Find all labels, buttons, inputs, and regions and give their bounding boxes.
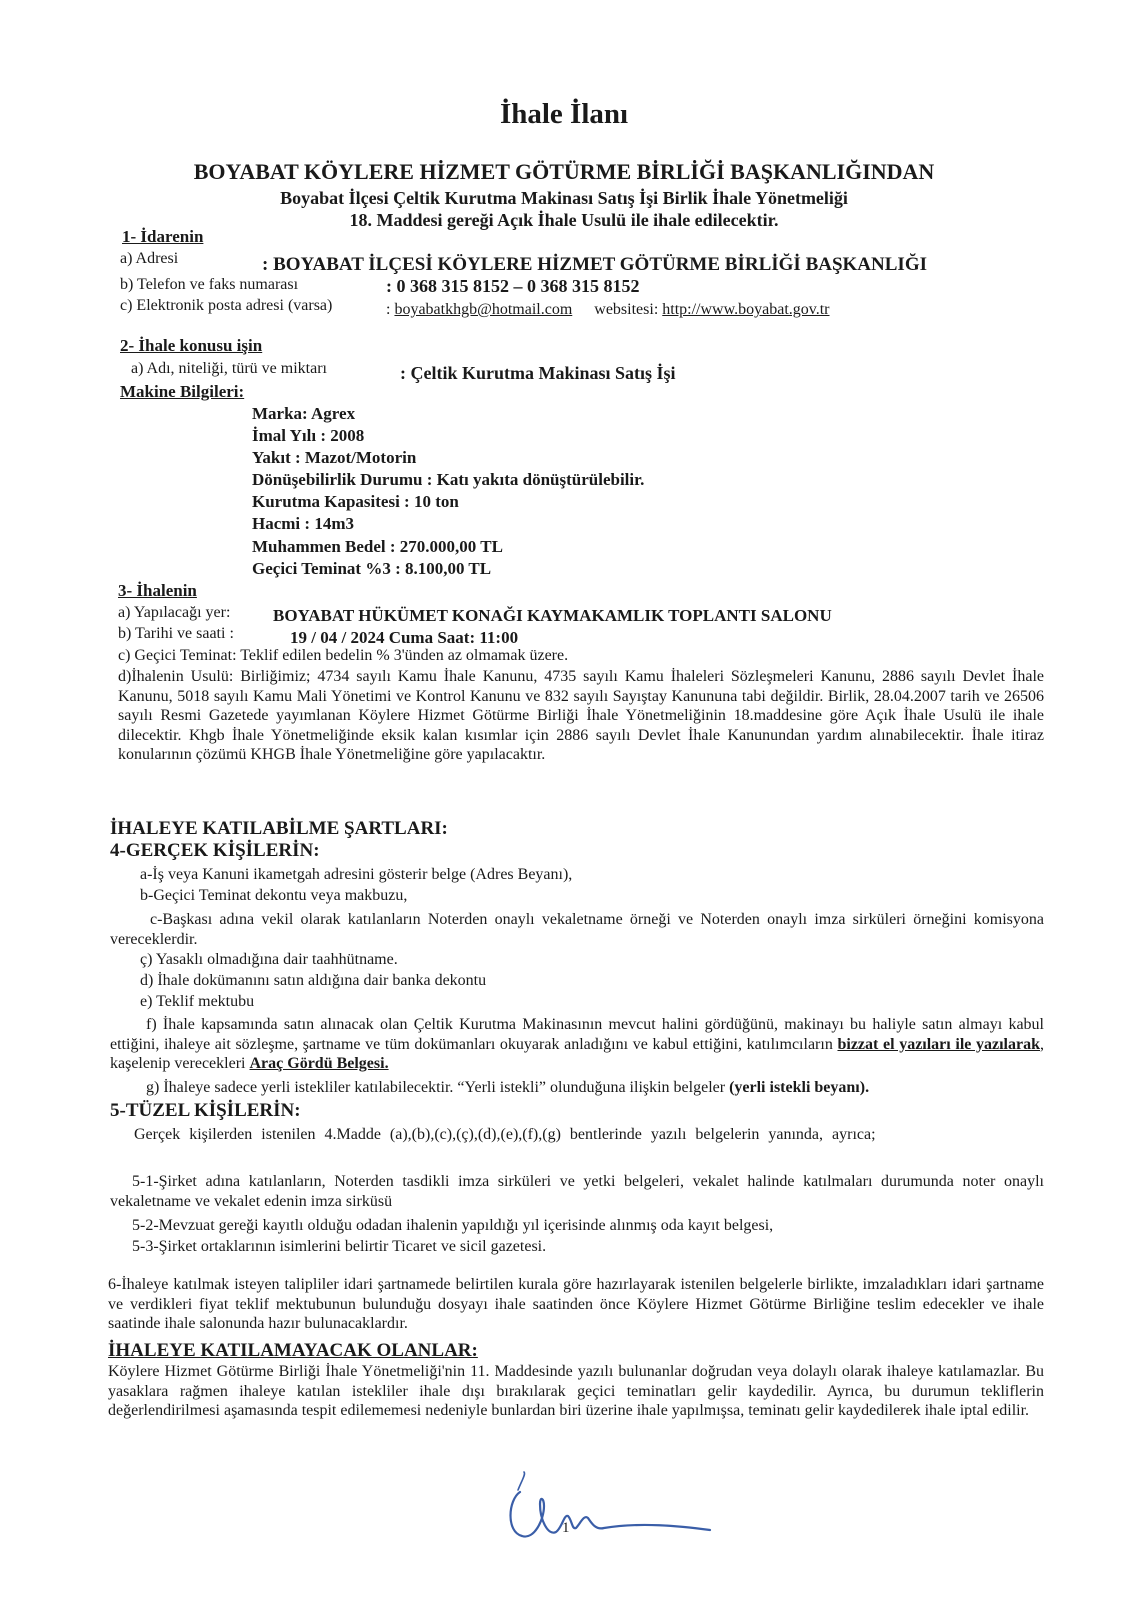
method-line: 18. Maddesi gereği Açık İhale Usulü ile ihale edilecektir. — [349, 210, 779, 230]
address-label: a) Adresi — [120, 250, 179, 267]
condition-4g-text: g) İhaleye sadece yerli istekliler katılabilecektir. “Yerli istekli” olunduğuna ilişkin belgeler — [146, 1079, 726, 1096]
machine-convertibility: Dönüşebilirlik Durumu : Katı yakıta dönüştürülebilir. — [252, 470, 645, 489]
condition-5-3: 5-3-Şirket ortaklarının isimlerini belirtir Ticaret ve sicil gazetesi. — [132, 1238, 547, 1255]
email-prefix: : — [386, 301, 391, 318]
page-number: 1 — [562, 1520, 570, 1536]
section-3-heading: 3- İhalenin — [118, 581, 197, 600]
machine-capacity: Kurutma Kapasitesi : 10 ton — [252, 492, 459, 511]
subject-line: Boyabat İlçesi Çeltik Kurutma Makinası Satış İşi Birlik İhale Yönetmeliği — [280, 188, 848, 208]
condition-5-intro: Gerçek kişilerden istenilen 4.Madde (a),(b),(c),(ç),(d),(e),(f),(g) bentlerinde yazılı belgelerin yanında, ayrıca; — [134, 1126, 876, 1143]
condition-4c: c-Başkası adına vekil olarak katılanların Noterden onaylı vekaletname örneği ve Noterden onaylı imza sirküleri örneğini komisyona vereceklerdir. — [110, 911, 1044, 948]
machine-brand: Marka: Agrex — [252, 404, 356, 423]
email-link[interactable]: boyabatkhgb@hotmail.com — [394, 301, 573, 318]
phone-label: b) Telefon ve faks numarası — [120, 276, 299, 293]
section-6-paragraph: 6-İhaleye katılmak isteyen talipliler idari şartnamede belirtilen kurala göre hazırlayarak istenilen belgelerle birlikte, imzaladıkları idari şartname ve verdikleri fiyat teklif mektubunun bulunduğu dosyayı ihale saatinden önce Köylere Hizmet Götürme Birliğine teslim edecekler ve ihale saatinde ihale salonunda hazır bulunacaklardır. — [108, 1276, 1044, 1332]
email-line — [386, 301, 830, 319]
subject-label: a) Adı, niteliği, türü ve miktarı — [131, 360, 327, 377]
machine-deposit: Geçici Teminat %3 : 8.100,00 TL — [252, 559, 492, 578]
condition-4a: a-İş veya Kanuni ikametgah adresini gösterir belge (Adres Beyanı), — [140, 866, 573, 883]
deposit-terms: c) Geçici Teminat: Teklif edilen bedelin % 3'ünden az olmamak üzere. — [118, 647, 569, 664]
issuer-heading: BOYABAT KÖYLERE HİZMET GÖTÜRME BİRLİĞİ BAŞKANLIĞINDAN — [193, 159, 935, 184]
website-link[interactable]: http://www.boyabat.gov.tr — [662, 301, 830, 318]
phone-value: : 0 368 315 8152 – 0 368 315 8152 — [386, 276, 640, 296]
excluded-heading: İHALEYE KATILAMAYACAK OLANLAR: — [108, 1340, 478, 1361]
condition-4f-text: f) İhale kapsamında satın alınacak olan Çeltik Kurutma Makinasının mevcut halini gördüğünü, makinayı bu haliyle satın almayı kabul ettiğini, ihaleye ait sözleşme, şartname ve tüm dokümanları okuyarak anladığını ve kabul ettiğini, katılımcıların — [110, 1016, 1044, 1053]
condition-4g — [146, 1079, 869, 1097]
condition-4e: e) Teklif mektubu — [140, 993, 255, 1010]
excluded-paragraph: Köylere Hizmet Götürme Birliği İhale Yönetmeliği'nin 11. Maddesinde yazılı bulunanlar doğrudan veya dolaylı olarak ihaleye katılamazlar. Bu yasaklara rağmen ihaleye katılan istekliler ihale dışı bırakılarak geçici teminatları gelir kaydedilir. Ayrıca, bu durumun tekliflerin değerlendirilmesi aşamasında tespit edilememesi nedeniyle bunlardan biri üzerine ihale yapılmışsa, teminatı gelir kaydedilerek ihale iptal edilir. — [108, 1363, 1044, 1419]
tender-method-paragraph: d)İhalenin Usulü: Birliğimiz; 4734 sayılı Kamu İhale Kanunu, 4735 sayılı Kamu İhaleleri Sözleşmeleri Kanunu, 2886 sayılı Devlet İhale Kanunu, 5018 sayılı Kamu Mali Yönetimi ve Kontrol Kanunu ve 832 sayılı Sayıştay Kanununa tabi değildir. Birlik, 28.04.2007 tarih ve 26506 sayılı Resmi Gazetede yayımlanan Köylere Hizmet Götürme Birliği İhale Yönetmeliğinin 18.maddesine göre Açık İhale Usulü ile ihale dilecektir. Khgb İhale Yönetmeliğinde eksik kalan kısımlar için 2886 sayılı Devlet İhale Kanunundan yardım alınabilecektir. İhale itiraz konularının çözümü KHGB İhale Yönetmeliğine göre yapılacaktır. — [118, 668, 1044, 763]
machine-estimated-price: Muhammen Bedel : 270.000,00 TL — [252, 537, 503, 556]
date-label: b) Tarihi ve saati : — [118, 625, 234, 642]
place-value: BOYABAT HÜKÜMET KONAĞI KAYMAKAMLIK TOPLANTI SALONU — [273, 606, 832, 625]
condition-4f-mid: , kaşelenip verecekleri — [110, 1035, 1045, 1072]
section-1-heading: 1- İdarenin — [122, 227, 204, 246]
place-label: a) Yapılacağı yer: — [118, 604, 231, 621]
condition-5-2: 5-2-Mevzuat gereği kayıtlı olduğu odadan ihalenin yapıldığı yıl içerisinde alınmış oda kayıt belgesi, — [132, 1217, 774, 1234]
condition-4b: b-Geçici Teminat dekontu veya makbuzu, — [140, 887, 408, 904]
condition-4f — [110, 1015, 1044, 1074]
section-5-heading: 5-TÜZEL KİŞİLERİN: — [110, 1100, 301, 1121]
address-value: : BOYABAT İLÇESİ KÖYLERE HİZMET GÖTÜRME BİRLİĞİ BAŞKANLIĞI — [262, 254, 927, 275]
email-label: c) Elektronik posta adresi (varsa) — [120, 297, 333, 314]
machine-year: İmal Yılı : 2008 — [252, 426, 365, 445]
machine-volume: Hacmi : 14m3 — [252, 514, 354, 533]
subject-value: : Çeltik Kurutma Makinası Satış İşi — [400, 363, 676, 383]
condition-5-1: 5-1-Şirket adına katılanların, Noterden tasdikli imza sirküleri ve yetki belgeleri, vekalet halinde katılmaları durumunda noter onaylı vekaletname ve vekalet edenin imza sirküsü — [110, 1173, 1044, 1210]
condition-4cc: ç) Yasaklı olmadığına dair taahhütname. — [140, 951, 398, 968]
date-value: 19 / 04 / 2024 Cuma Saat: 11:00 — [290, 628, 519, 647]
machine-info-heading: Makine Bilgileri: — [120, 382, 245, 401]
condition-4d: d) İhale dokümanını satın aldığına dair banka dekontu — [140, 972, 487, 989]
condition-4f-handwritten: bizzat el yazıları ile yazılarak — [837, 1035, 1041, 1053]
section-4-heading: 4-GERÇEK KİŞİLERİN: — [110, 840, 320, 861]
conditions-heading: İHALEYE KATILABİLME ŞARTLARI: — [110, 818, 448, 839]
website-label: websitesi: — [594, 301, 659, 318]
condition-4f-document: Araç Gördü Belgesi. — [249, 1055, 389, 1072]
condition-4g-bold: (yerli istekli beyanı). — [729, 1079, 870, 1096]
page-title: İhale İlanı — [499, 98, 629, 130]
machine-fuel: Yakıt : Mazot/Motorin — [252, 448, 417, 467]
handwritten-signature — [500, 1470, 730, 1550]
section-2-heading: 2- İhale konusu işin — [120, 336, 263, 355]
